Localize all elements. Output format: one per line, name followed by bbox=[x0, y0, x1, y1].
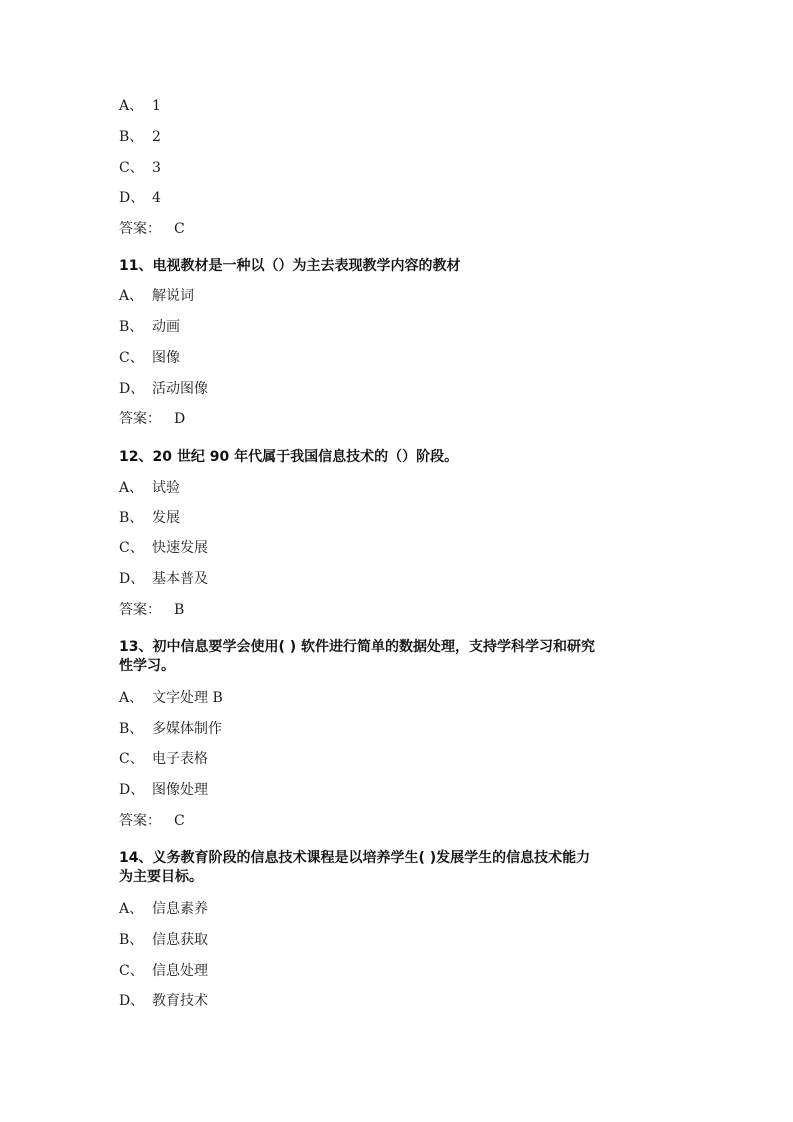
option-d: D、 基本普及 bbox=[119, 571, 208, 587]
option-d: D、 教育技术 bbox=[119, 993, 208, 1009]
question-14 bbox=[119, 849, 679, 887]
option-c: C、 图像 bbox=[119, 350, 180, 366]
question-14-line-1: 14、义务教育阶段的信息技术课程是以培养学生( )发展学生的信息技术能力 bbox=[119, 850, 591, 866]
option-c: C、 3 bbox=[119, 160, 161, 176]
option-b: B、 信息获取 bbox=[119, 932, 208, 948]
question-14-line-2: 为主要目标。 bbox=[119, 869, 203, 885]
answer-line: 答案： C bbox=[119, 221, 185, 237]
option-b: B、 多媒体制作 bbox=[119, 721, 222, 737]
option-d: D、 4 bbox=[119, 190, 161, 206]
option-d: D、 活动图像 bbox=[119, 381, 208, 397]
option-a: A、 1 bbox=[119, 98, 161, 114]
option-c: C、 信息处理 bbox=[119, 963, 208, 979]
option-a: A、 试验 bbox=[119, 480, 180, 496]
option-d: D、 图像处理 bbox=[119, 782, 208, 798]
option-a: A、 文字处理 B bbox=[119, 690, 223, 706]
answer-line: 答案： D bbox=[119, 411, 186, 427]
option-b: B、 发展 bbox=[119, 510, 180, 526]
answer-line: 答案： C bbox=[119, 813, 185, 829]
option-c: C、 快速发展 bbox=[119, 540, 208, 556]
option-b: B、 2 bbox=[119, 129, 161, 145]
option-a: A、 信息素养 bbox=[119, 901, 208, 917]
question-13-line-1: 13、初中信息要学会使用( ) 软件进行简单的数据处理，支持学科学习和研究 bbox=[119, 639, 596, 655]
option-a: A、 解说词 bbox=[119, 288, 194, 304]
question-11: 11、电视教材是一种以（）为主去表现教学内容的教材 bbox=[119, 258, 461, 274]
answer-line: 答案： B bbox=[119, 602, 185, 618]
option-b: B、 动画 bbox=[119, 319, 180, 335]
option-c: C、 电子表格 bbox=[119, 751, 208, 767]
question-13 bbox=[119, 638, 679, 676]
question-12: 12、20 世纪 90 年代属于我国信息技术的（）阶段。 bbox=[119, 449, 459, 465]
question-13-line-2: 性学习。 bbox=[119, 658, 175, 674]
